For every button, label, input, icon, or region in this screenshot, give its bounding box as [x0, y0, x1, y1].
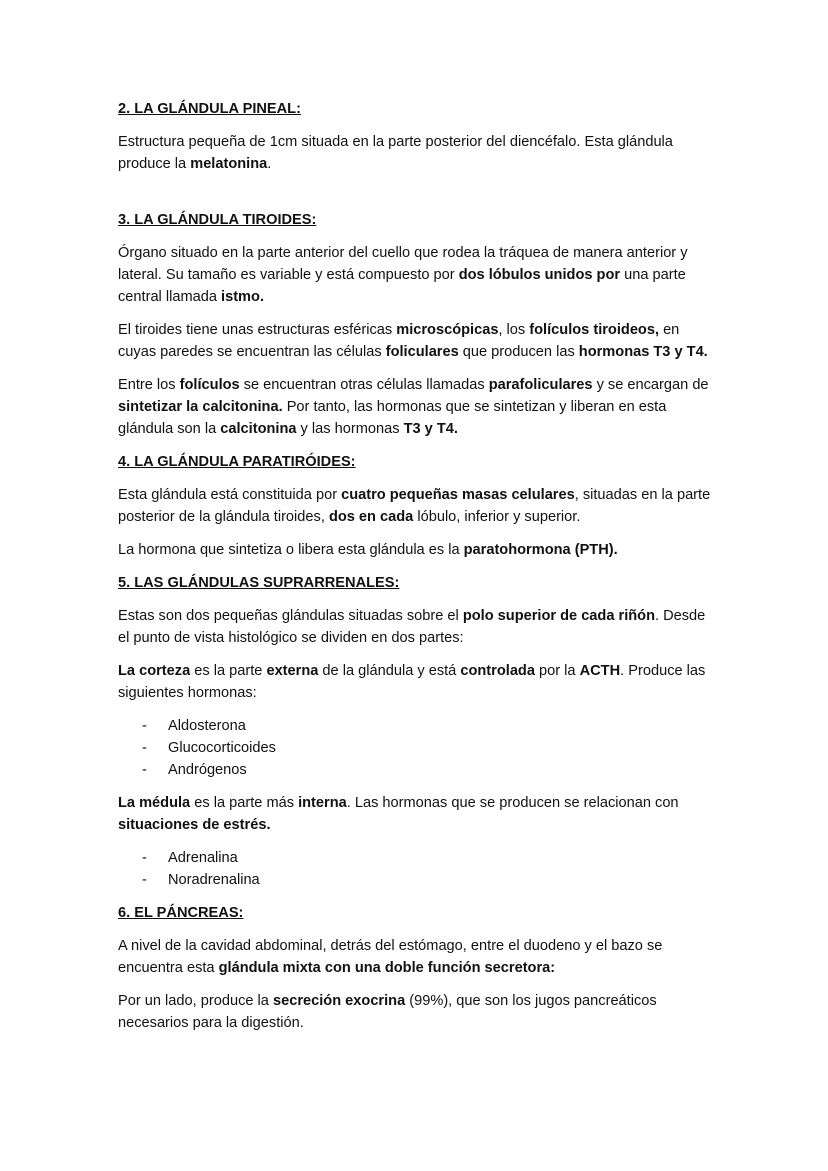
list-item: - Adrenalina [118, 847, 718, 869]
paragraph-tiroides-2: El tiroides tiene unas estructuras esféricas microscópicas, los folículos tiroideos, en cuyas paredes se encuentran las células foliculares que producen las hormonas T3 y T4. [118, 322, 708, 360]
heading-pineal: 2. LA GLÁNDULA PINEAL: [118, 101, 301, 117]
list-dash: - [142, 762, 147, 778]
paragraph-suprarrenales-3: La médula es la parte más interna. Las hormonas que se producen se relacionan con situaciones de estrés. [118, 795, 679, 833]
corteza-hormone-list [118, 715, 718, 781]
list-item: - Andrógenos [118, 759, 718, 781]
list-dash: - [142, 718, 147, 734]
list-dash: - [142, 850, 147, 866]
heading-pancreas: 6. EL PÁNCREAS: [118, 905, 244, 921]
paragraph-suprarrenales-1: Estas son dos pequeñas glándulas situadas sobre el polo superior de cada riñón. Desde el punto de vista histológico se dividen en dos partes: [118, 608, 706, 646]
list-item: - Aldosterona [118, 715, 718, 737]
heading-suprarrenales: 5. LAS GLÁNDULAS SUPRARRENALES: [118, 575, 400, 591]
list-dash: - [142, 872, 147, 888]
paragraph-paratiroides-2: La hormona que sintetiza o libera esta glándula es la paratohormona (PTH). [118, 542, 618, 558]
document-page [118, 98, 718, 1045]
paragraph-pineal: Estructura pequeña de 1cm situada en la parte posterior del diencéfalo. Esta glándula produce la melatonina. [118, 134, 673, 172]
paragraph-suprarrenales-2: La corteza es la parte externa de la glándula y está controlada por la ACTH. Produce las siguientes hormonas: [118, 663, 706, 701]
heading-tiroides: 3. LA GLÁNDULA TIROIDES: [118, 212, 317, 228]
heading-paratiroides: 4. LA GLÁNDULA PARATIRÓIDES: [118, 454, 356, 470]
list-dash: - [142, 740, 147, 756]
list-item: - Noradrenalina [118, 869, 718, 891]
paragraph-tiroides-3: Entre los folículos se encuentran otras células llamadas parafoliculares y se encargan de sintetizar la calcitonina. Por tanto, las hormonas que se sintetizan y liberan en esta glándula son la calcitonina y las hormonas T3 y T4. [118, 377, 709, 437]
medula-hormone-list [118, 847, 718, 891]
paragraph-pancreas-2: Por un lado, produce la secreción exocrina (99%), que son los jugos pancreáticos necesarios para la digestión. [118, 993, 657, 1031]
paragraph-tiroides-1: Órgano situado en la parte anterior del cuello que rodea la tráquea de manera anterior y lateral. Su tamaño es variable y está compuesto por dos lóbulos unidos por una parte central llamada istmo. [118, 245, 688, 305]
list-item: - Glucocorticoides [118, 737, 718, 759]
paragraph-pancreas-1: A nivel de la cavidad abdominal, detrás del estómago, entre el duodeno y el bazo se encuentra esta glándula mixta con una doble función secretora: [118, 938, 663, 976]
paragraph-paratiroides-1: Esta glándula está constituida por cuatro pequeñas masas celulares, situadas en la parte posterior de la glándula tiroides, dos en cada lóbulo, inferior y superior. [118, 487, 711, 525]
